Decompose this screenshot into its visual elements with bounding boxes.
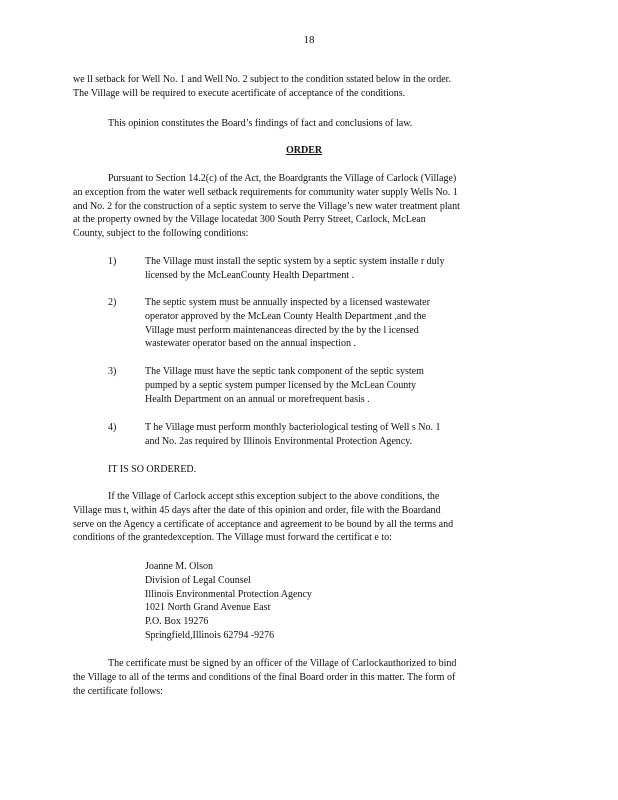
text-line: County, subject to the following conditions: — [73, 228, 249, 240]
condition-number: 4) — [108, 422, 117, 433]
condition-text — [145, 296, 525, 351]
text-line: Village must perform maintenanceas directed by the by the l icensed — [145, 324, 419, 336]
order-heading: ORDER — [286, 145, 323, 156]
text-line: we ll setback for Well No. 1 and Well No. 2 subject to the condition sstated below in the order. — [73, 74, 451, 85]
text-line: wastewater operator based on the annual inspection . — [145, 338, 357, 350]
condition-number: 1) — [108, 256, 117, 267]
text-line: If the Village of Carlock accept sthis exception subject to the above conditions, the — [108, 491, 440, 502]
address-line: Joanne M. Olson — [145, 561, 214, 572]
address-line: 1021 North Grand Avenue East — [145, 602, 271, 614]
condition-number: 3) — [108, 366, 117, 377]
address-line: Illinois Environmental Protection Agency — [145, 588, 312, 600]
text-line: The Village must have the septic tank component of the septic system — [145, 366, 424, 377]
text-line: T he Village must perform monthly bacteriological testing of Well s No. 1 — [145, 422, 441, 433]
address-line: Springfield,Illinois 62794 -9276 — [145, 629, 275, 641]
text-line: an exception from the water well setback requirements for community water supply Wells No. 1 — [73, 186, 458, 198]
condition-text — [145, 421, 525, 449]
condition-number: 2) — [108, 297, 117, 308]
text-line: operator approved by the McLean County Health Department ,and the — [145, 310, 427, 322]
text-line: licensed by the McLeanCounty Health Department . — [145, 269, 355, 281]
condition-text — [145, 365, 525, 406]
text-line: pumped by a septic system pumper licensed by the McLean County — [145, 379, 417, 391]
condition-text — [145, 255, 525, 283]
text-line: The certificate must be signed by an officer of the Village of Carlockauthorized to bind — [108, 658, 457, 669]
text-line: Village mus t, within 45 days after the date of this opinion and order, file with the Boardand — [73, 504, 441, 516]
text-line: conditions of the grantedexception. The Village must forward the certificat e to: — [73, 532, 392, 544]
intro-paragraph — [73, 73, 533, 101]
mailing-address — [145, 560, 312, 643]
text-line: the Village to all of the terms and conditions of the final Board order in this matter. The form of — [73, 671, 456, 683]
certificate-paragraph — [73, 657, 533, 698]
page-number: 18 — [303, 34, 315, 46]
acceptance-paragraph — [73, 490, 533, 545]
so-ordered-line: IT IS SO ORDERED. — [108, 464, 197, 475]
text-line: and No. 2as required by Illinois Environmental Protection Agency. — [145, 435, 413, 447]
order-paragraph — [73, 172, 533, 241]
text-line: The Village will be required to execute acertificate of acceptance of the conditions. — [73, 87, 406, 99]
opinion-paragraph: This opinion constitutes the Board’s findings of fact and conclusions of law. — [108, 118, 413, 129]
text-line: serve on the Agency a certificate of acceptance and agreement to be bound by all the terms and — [73, 518, 454, 530]
text-line: and No. 2 for the construction of a septic system to serve the Village’s new water treatment plant — [73, 200, 460, 212]
text-line: Pursuant to Section 14.2(c) of the Act, the Boardgrants the Village of Carlock (Village) — [108, 173, 457, 184]
text-line: The septic system must be annually inspected by a licensed wastewater — [145, 297, 430, 308]
text-line: The Village must install the septic system by a septic system installe r duly — [145, 256, 445, 267]
address-line: Division of Legal Counsel — [145, 574, 251, 586]
text-line: Health Department on an annual or morefrequent basis . — [145, 393, 370, 405]
text-line: the certificate follows: — [73, 685, 163, 697]
address-line: P.O. Box 19276 — [145, 616, 209, 628]
text-line: at the property owned by the Village locatedat 300 South Perry Street, Carlock, McLean — [73, 214, 426, 226]
